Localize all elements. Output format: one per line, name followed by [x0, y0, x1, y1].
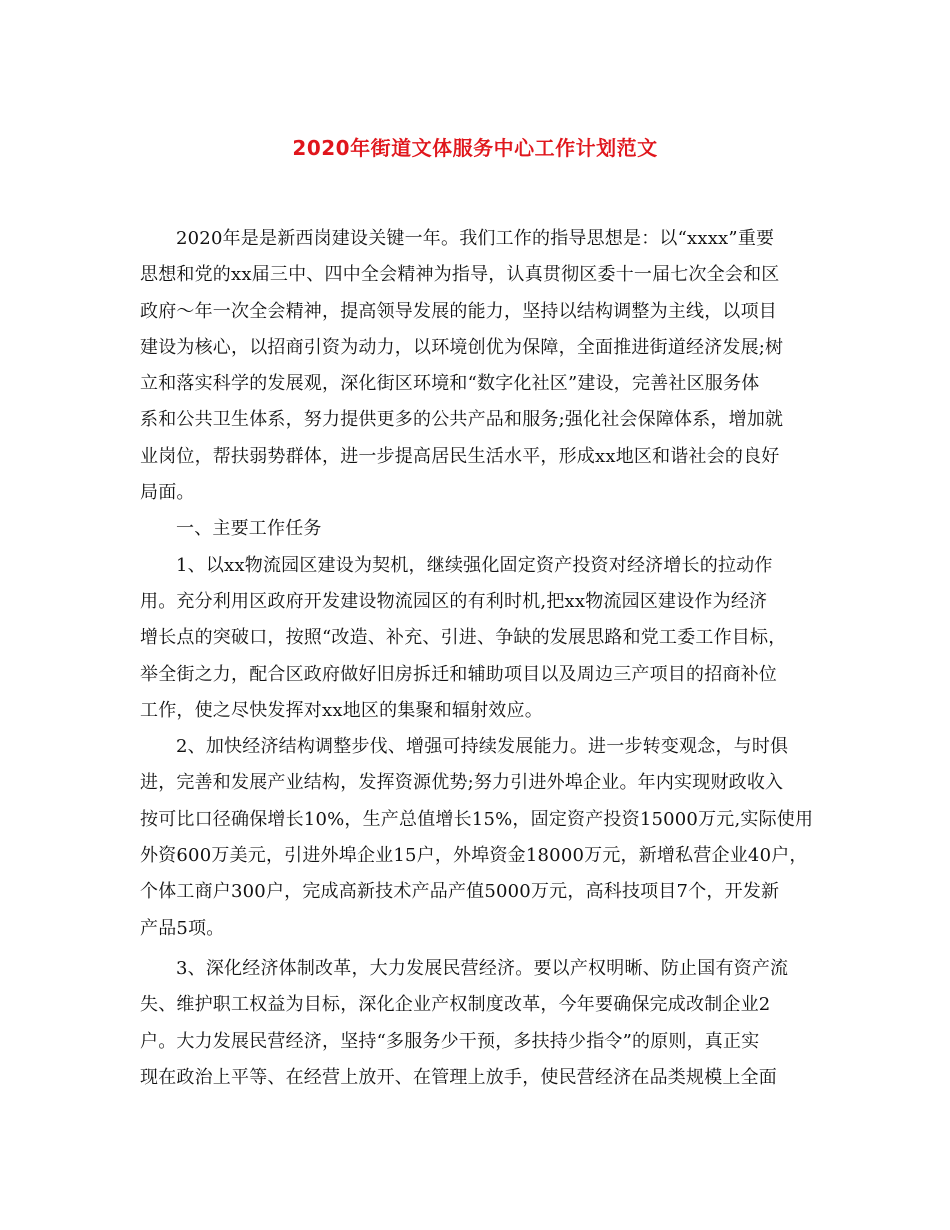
paragraph-task-3: [140, 951, 810, 1096]
text-line: 用。充分利用区政府开发建设物流园区的有利时机,把xx物流园区建设作为经济: [140, 590, 768, 612]
text-line: 增长点的突破口，按照“改造、补充、引进、争缺的发展思路和党工委工作目标，: [140, 627, 787, 649]
text-line: 业岗位，帮扶弱势群体，进一步提高居民生活水平，形成xx地区和谐社会的良好: [140, 445, 780, 467]
text-line: 个体工商户300户，完成高新技术产品产值5000万元，高科技项目7个，开发新: [140, 881, 780, 903]
text-line: 立和落实科学的发展观，深化街区环境和“数字化社区”建设，完善社区服务体: [140, 373, 760, 395]
text-line: 户。大力发展民营经济，坚持“多服务少干预，多扶持少指令”的原则，真正实: [140, 1030, 760, 1052]
text-line: 进，完善和发展产业结构，发挥资源优势;努力引进外埠企业。年内实现财政收入: [140, 772, 784, 794]
text-line: 现在政治上平等、在经营上放开、在管理上放手，使民营经济在品类规模上全面: [140, 1066, 777, 1088]
text-line: 产品5项。: [140, 917, 225, 939]
text-line: 1、以xx物流园区建设为契机，继续强化固定资产投资对经济增长的拉动作: [176, 554, 773, 576]
text-line: 思想和党的xx届三中、四中全会精神为指导，认真贯彻区委十一届七次全会和区: [140, 264, 780, 286]
text-line: 按可比口径确保增长10%，生产总值增长15%，固定资产投资15000万元,实际使用: [140, 808, 814, 830]
paragraph-task-1: [140, 548, 810, 729]
section-heading-text: 一、主要工作任务: [176, 518, 322, 540]
text-line: 2、加快经济结构调整步伐、增强可持续发展能力。进一步转变观念，与时俱: [176, 736, 789, 758]
paragraph-task-2: [140, 729, 814, 947]
text-line: 工作，使之尽快发挥对xx地区的集聚和辐射效应。: [140, 699, 543, 721]
paragraph-guiding-thought: [140, 221, 810, 511]
text-line: 2020年是是新西岗建设关键一年。我们工作的指导思想是：以“xxxx”重要: [176, 228, 775, 249]
section-heading-main-tasks: [140, 511, 810, 547]
text-line: 外资600万美元，引进外埠企业15户，外埠资金18000万元，新增私营企业40户，: [140, 845, 808, 867]
document-body: [140, 221, 814, 1096]
text-line: 3、深化经济体制改革，大力发展民营经济。要以产权明晰、防止国有资产流: [176, 957, 789, 979]
text-line: 建设为核心，以招商引资为动力，以环境创优为保障，全面推进街道经济发展;树: [140, 336, 784, 358]
text-line: 失、维护职工权益为目标，深化企业产权制度改革，今年要确保完成改制企业2: [140, 994, 771, 1016]
text-line: 举全街之力，配合区政府做好旧房拆迁和辅助项目以及周边三产项目的招商补位: [140, 663, 777, 685]
text-line: 局面。: [140, 482, 195, 504]
text-line: 政府～年一次全会精神，提高领导发展的能力，坚持以结构调整为主线，以项目: [140, 300, 777, 322]
document-title: 2020年街道文体服务中心工作计划范文: [292, 136, 658, 160]
text-line: 系和公共卫生体系，努力提供更多的公共产品和服务;强化社会保障体系，增加就: [140, 409, 784, 431]
